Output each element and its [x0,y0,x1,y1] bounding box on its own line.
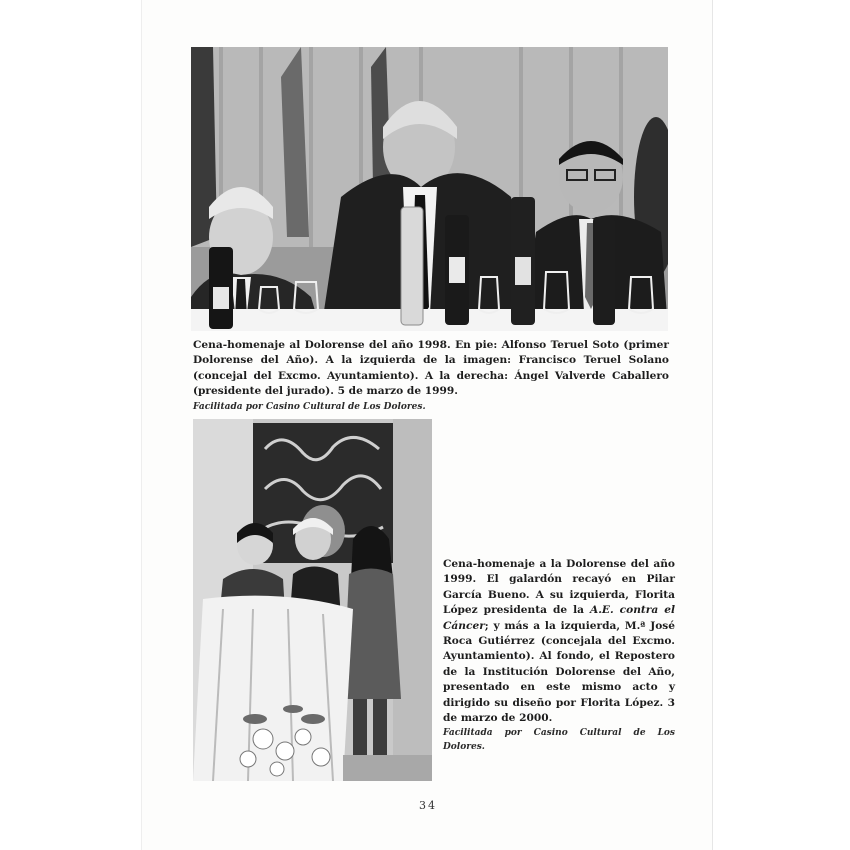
photo-credit: Facilitada por Casino Cultural de Los Dolores. [443,728,675,753]
caption-text: Cena-homenaje al Dolorense del año 1998. En pie: Alfonso Teruel Soto (primer Dolorense del Año). A la izquierda de la imagen: Francisco Teruel Solano (concejal del Excmo. Ayuntamiento). A la derecha: Ángel Valverde Caballero (presidente del jurado). 5 de marzo de 1999. [193,339,669,398]
caption-text-emphasis: A.E. contra el Cáncer [443,604,675,632]
photo-dinner-1999 [193,419,432,781]
photo-credit: Facilitada por Casino Cultural de Los Dolores. [193,401,426,412]
photo-dinner-1998 [191,47,668,331]
caption-photo-2 [443,557,675,754]
caption-text-part1: Cena-homenaje a la Dolorense del año 1999. El galardón recayó en Pilar García Bueno. A su izquierda, Florita López presidenta de la [443,558,675,617]
caption-photo-1 [193,338,669,414]
caption-text-part2: ; y más a la izquierda, M.ª José Roca Gutiérrez (concejala del Excmo. Ayuntamiento). Al fondo, el Repostero de la Institución Dolorense del Año, presentado en este mismo acto y dirigido su diseño por Florita López. 3 de marzo de 2000. [443,619,675,725]
page-number: 34 [419,799,437,812]
